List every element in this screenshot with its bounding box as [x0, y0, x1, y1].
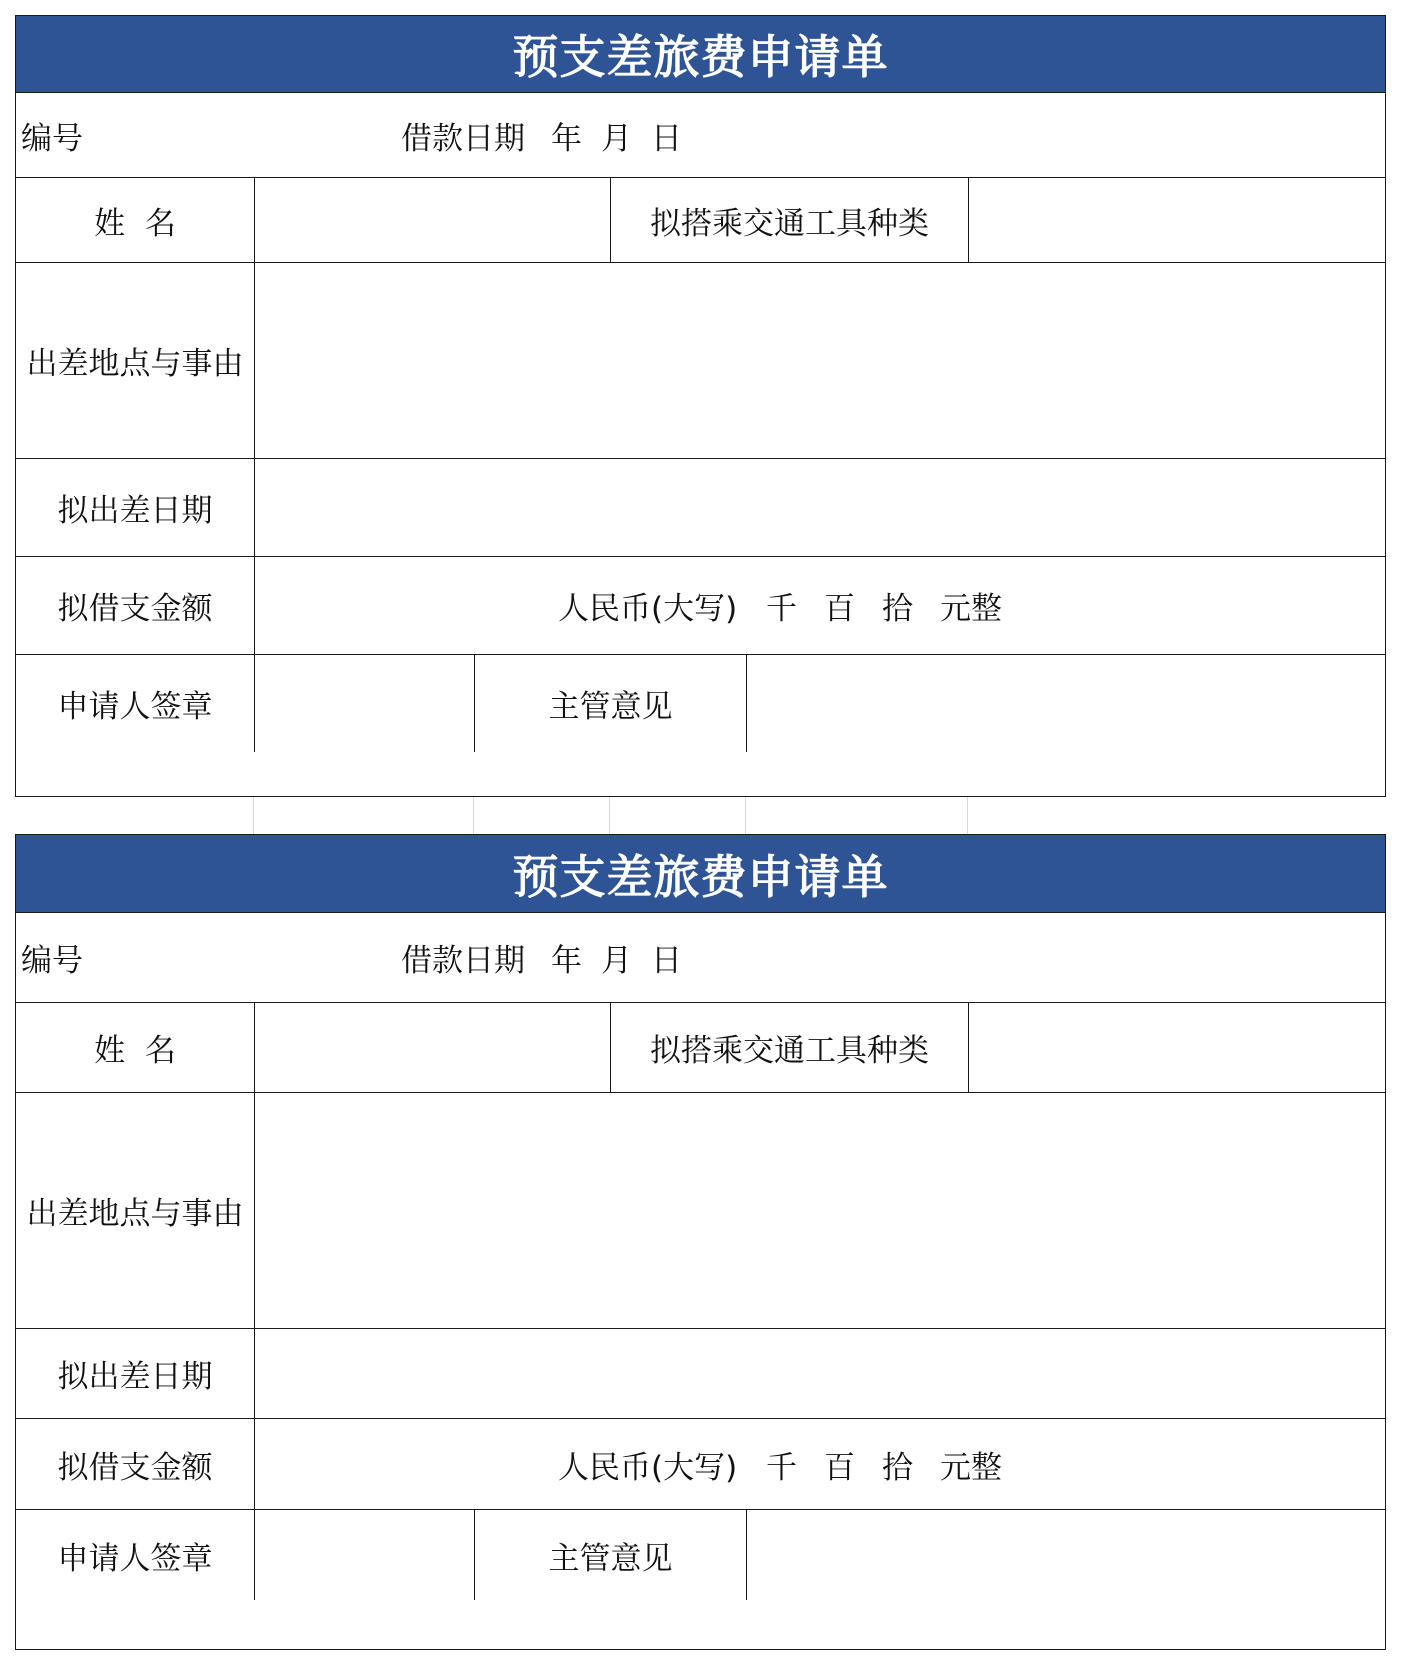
row-number-date [16, 92, 1385, 177]
supervisor-field[interactable] [747, 655, 1385, 752]
spreadsheet-gridlines [15, 797, 1386, 834]
rmb-label: 人民币(大写) [558, 591, 738, 627]
place-reason-label: 出差地点与事由 [26, 1196, 244, 1232]
day-label: 日 [651, 120, 682, 157]
year-label: 年 [551, 943, 582, 979]
trip-date-field[interactable] [255, 459, 1385, 556]
row-name-vehicle [16, 1002, 1385, 1092]
trip-date-label: 拟出差日期 [57, 493, 213, 529]
amount-label: 拟借支金额 [57, 591, 213, 627]
place-reason-label: 出差地点与事由 [26, 346, 244, 382]
supervisor-label: 主管意见 [548, 1540, 673, 1577]
yuanzheng-label: 元整 [940, 1449, 1002, 1486]
name-label: 姓 名 [94, 205, 176, 242]
date-label: 借款日期 [401, 943, 525, 979]
supervisor-field[interactable] [747, 1510, 1385, 1600]
name-label: 姓 名 [94, 1033, 176, 1069]
name-field[interactable] [255, 178, 610, 262]
vehicle-label: 拟搭乘交通工具种类 [650, 1033, 929, 1069]
name-field[interactable] [255, 1003, 610, 1092]
row-name-vehicle [16, 177, 1385, 262]
row-number-date [16, 912, 1385, 1002]
qian-label: 千 [766, 591, 797, 627]
applicant-sign-field[interactable] [255, 655, 474, 752]
travel-advance-form-1 [15, 15, 1386, 797]
date-label: 借款日期 [401, 120, 525, 157]
vehicle-field[interactable] [969, 178, 1385, 262]
row-amount [16, 1418, 1385, 1509]
bai-label: 百 [824, 1449, 855, 1486]
applicant-sign-field[interactable] [255, 1510, 474, 1600]
form-title: 预支差旅费申请单 [16, 16, 1385, 92]
trip-date-field[interactable] [255, 1329, 1385, 1418]
place-reason-field[interactable] [255, 263, 1385, 458]
applicant-sign-label: 申请人签章 [57, 1540, 213, 1577]
year-label: 年 [551, 120, 582, 157]
day-label: 日 [651, 943, 682, 979]
place-reason-field[interactable] [255, 1093, 1385, 1328]
vehicle-field[interactable] [969, 1003, 1385, 1092]
shi-label: 拾 [882, 1449, 913, 1486]
travel-advance-form-2 [15, 834, 1386, 1650]
rmb-label: 人民币(大写) [558, 1449, 738, 1486]
month-label: 月 [601, 120, 632, 157]
number-label: 编号 [21, 943, 83, 979]
supervisor-label: 主管意见 [548, 689, 673, 725]
yuanzheng-label: 元整 [940, 591, 1002, 627]
form-title: 预支差旅费申请单 [16, 835, 1385, 912]
number-label: 编号 [21, 120, 83, 157]
row-trip-date [16, 458, 1385, 556]
month-label: 月 [601, 943, 632, 979]
row-place-reason [16, 262, 1385, 458]
row-sign-supervisor [16, 654, 1385, 752]
row-place-reason [16, 1092, 1385, 1328]
qian-label: 千 [766, 1449, 797, 1486]
shi-label: 拾 [882, 591, 913, 627]
trip-date-label: 拟出差日期 [57, 1359, 213, 1395]
row-trip-date [16, 1328, 1385, 1418]
row-sign-supervisor [16, 1509, 1385, 1651]
bai-label: 百 [824, 591, 855, 627]
applicant-sign-label: 申请人签章 [57, 689, 213, 725]
vehicle-label: 拟搭乘交通工具种类 [650, 205, 929, 242]
row-amount [16, 556, 1385, 654]
amount-label: 拟借支金额 [57, 1449, 213, 1486]
